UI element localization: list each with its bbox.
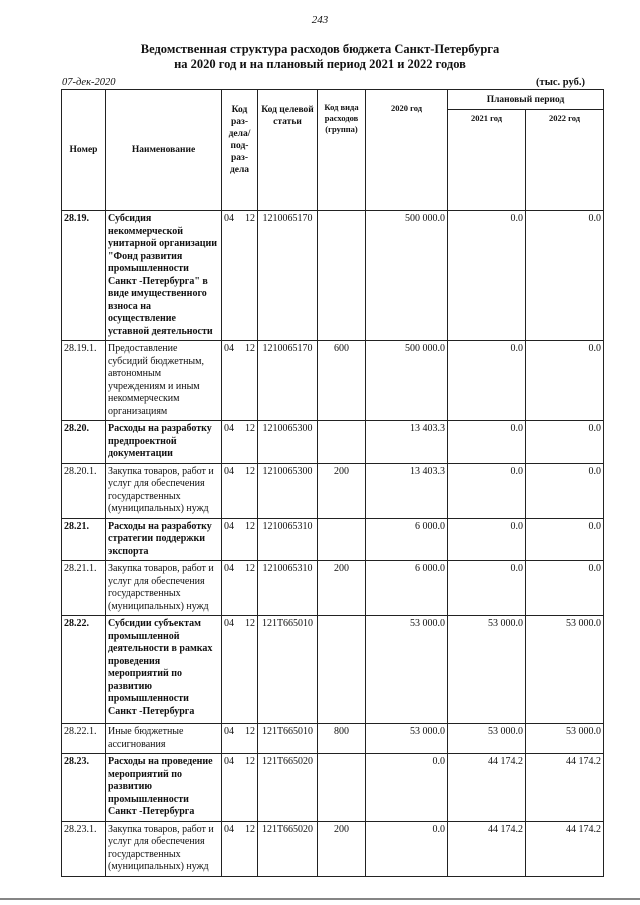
row-prz: 12 [245, 423, 255, 434]
row-vid [318, 211, 366, 341]
row-prz: 12 [245, 823, 255, 835]
row-number: 28.22. [62, 616, 106, 724]
row-name: Предоставление субсидий бюджетным, автономным учреждениям и иным некоммерческим организациям [106, 341, 222, 421]
table-row [62, 421, 604, 464]
units-label: (тыс. руб.) [536, 77, 585, 88]
row-name: Расходы на разработку предпроектной документации [106, 421, 222, 464]
row-vid [318, 518, 366, 561]
row-2020: 13 403.3 [366, 421, 448, 464]
row-razdel [222, 724, 258, 754]
row-2021: 0.0 [448, 561, 526, 616]
row-2021: 0.0 [448, 211, 526, 341]
row-2020: 500 000.0 [366, 341, 448, 421]
row-razdel [222, 463, 258, 518]
row-2021: 44 174.2 [448, 754, 526, 822]
row-razdel [222, 518, 258, 561]
row-2020: 6 000.0 [366, 561, 448, 616]
row-2022: 0.0 [526, 518, 604, 561]
row-prz: 12 [245, 563, 255, 574]
row-2022: 44 174.2 [526, 754, 604, 822]
row-rz: 04 [224, 343, 234, 354]
table-row [62, 561, 604, 616]
table-row [62, 821, 604, 876]
header-2020: 2020 год [366, 90, 448, 211]
row-number: 28.21.1. [62, 561, 106, 616]
row-2022: 0.0 [526, 421, 604, 464]
row-razdel [222, 341, 258, 421]
row-razdel [222, 421, 258, 464]
row-number: 28.19. [62, 211, 106, 341]
document-title [0, 42, 640, 72]
row-rz: 04 [224, 726, 234, 737]
row-number: 28.19.1. [62, 341, 106, 421]
row-2022: 53 000.0 [526, 616, 604, 724]
row-prz: 12 [245, 520, 255, 532]
row-2020: 0.0 [366, 754, 448, 822]
row-number: 28.23.1. [62, 821, 106, 876]
row-name: Закупка товаров, работ и услуг для обеспечения государственных (муниципальных) нужд [106, 821, 222, 876]
row-rz: 04 [224, 618, 234, 629]
row-2022: 0.0 [526, 463, 604, 518]
row-2021: 53 000.0 [448, 616, 526, 724]
row-number: 28.21. [62, 518, 106, 561]
row-2020: 6 000.0 [366, 518, 448, 561]
table-row [62, 616, 604, 724]
header-razdel: Код раз- дела/ под- раз- дела [222, 90, 258, 211]
header-2022: 2022 год [526, 110, 604, 211]
row-vid: 200 [318, 561, 366, 616]
row-2021: 44 174.2 [448, 821, 526, 876]
row-2021: 53 000.0 [448, 724, 526, 754]
row-vid: 600 [318, 341, 366, 421]
row-2020: 13 403.3 [366, 463, 448, 518]
header-target: Код целевой статьи [258, 90, 318, 211]
row-name: Расходы на проведение мероприятий по развитию промышленности Санкт -Петербурга [106, 754, 222, 822]
header-planned: Плановый период [448, 90, 604, 110]
row-target: 1210065300 [258, 421, 318, 464]
row-2020: 500 000.0 [366, 211, 448, 341]
row-vid [318, 754, 366, 822]
row-razdel [222, 561, 258, 616]
row-vid [318, 421, 366, 464]
row-number: 28.23. [62, 754, 106, 822]
row-name: Закупка товаров, работ и услуг для обеспечения государственных (муниципальных) нужд [106, 463, 222, 518]
row-rz: 04 [224, 423, 234, 434]
budget-table [61, 89, 604, 877]
row-prz: 12 [245, 756, 255, 767]
table-row [62, 724, 604, 754]
row-razdel [222, 754, 258, 822]
header-name: Наименование [106, 90, 222, 211]
page-number: 243 [311, 14, 329, 26]
row-rz: 04 [224, 823, 234, 835]
row-razdel [222, 821, 258, 876]
row-prz: 12 [245, 343, 255, 354]
row-2020: 0.0 [366, 821, 448, 876]
table-row [62, 463, 604, 518]
row-number: 28.20.1. [62, 463, 106, 518]
title-line-1: Ведомственная структура расходов бюджета Санкт-Петербурга [140, 42, 500, 56]
row-rz: 04 [224, 563, 234, 574]
row-target: 1210065310 [258, 518, 318, 561]
document-date: 07-дек-2020 [62, 77, 116, 88]
table-row [62, 211, 604, 341]
row-rz: 04 [224, 520, 234, 532]
row-2021: 0.0 [448, 518, 526, 561]
row-name: Иные бюджетные ассигнования [106, 724, 222, 754]
row-2022: 0.0 [526, 561, 604, 616]
row-razdel [222, 211, 258, 341]
row-name: Закупка товаров, работ и услуг для обеспечения государственных (муниципальных) нужд [106, 561, 222, 616]
table-row [62, 518, 604, 561]
header-vid: Код вида расходов (группа) [318, 90, 366, 211]
row-target: 121Т665010 [258, 616, 318, 724]
header-2021: 2021 год [448, 110, 526, 211]
row-target: 121Т665020 [258, 821, 318, 876]
table-row [62, 341, 604, 421]
row-number: 28.20. [62, 421, 106, 464]
row-2021: 0.0 [448, 341, 526, 421]
row-vid [318, 616, 366, 724]
row-2021: 0.0 [448, 421, 526, 464]
scan-edge-line [0, 898, 640, 900]
row-vid: 200 [318, 463, 366, 518]
row-target: 121Т665020 [258, 754, 318, 822]
row-2020: 53 000.0 [366, 724, 448, 754]
row-rz: 04 [224, 213, 234, 224]
title-line-2: на 2020 год и на плановый период 2021 и 2022 годов [174, 57, 466, 71]
row-vid: 200 [318, 821, 366, 876]
row-target: 1210065300 [258, 463, 318, 518]
row-name: Субсидия некоммерческой унитарной организации "Фонд развития промышленности Санкт -Петербурга" в виде имущественного взноса на осуществление уставной деятельности [106, 211, 222, 341]
row-target: 1210065170 [258, 341, 318, 421]
header-number: Номер [62, 90, 106, 211]
row-prz: 12 [245, 618, 255, 629]
row-prz: 12 [245, 465, 255, 477]
row-name: Субсидии субъектам промышленной деятельности в рамках проведения мероприятий по развитию промышленности Санкт -Петербурга [106, 616, 222, 724]
row-target: 121Т665010 [258, 724, 318, 754]
row-target: 1210065170 [258, 211, 318, 341]
row-vid: 800 [318, 724, 366, 754]
row-2022: 0.0 [526, 211, 604, 341]
row-razdel [222, 616, 258, 724]
row-2022: 53 000.0 [526, 724, 604, 754]
row-2022: 44 174.2 [526, 821, 604, 876]
row-prz: 12 [245, 213, 255, 224]
row-2022: 0.0 [526, 341, 604, 421]
table-row [62, 754, 604, 822]
row-2021: 0.0 [448, 463, 526, 518]
row-number: 28.22.1. [62, 724, 106, 754]
row-name: Расходы на разработку стратегии поддержки экспорта [106, 518, 222, 561]
row-rz: 04 [224, 465, 234, 477]
row-target: 1210065310 [258, 561, 318, 616]
row-2020: 53 000.0 [366, 616, 448, 724]
row-prz: 12 [245, 726, 255, 737]
row-rz: 04 [224, 756, 234, 767]
